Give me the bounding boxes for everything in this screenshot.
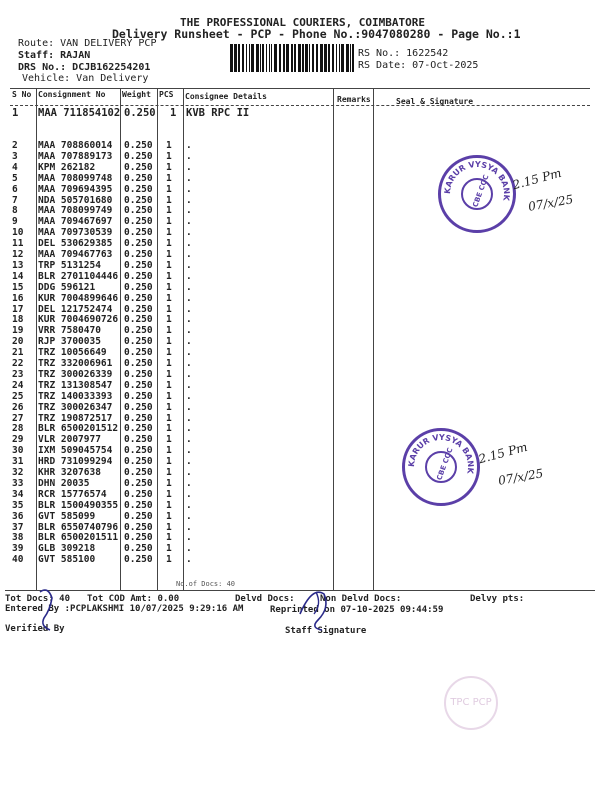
row-consignee-details: .	[186, 270, 192, 282]
row-pcs: 1	[166, 456, 172, 468]
row-sno: 19	[12, 325, 24, 337]
row-weight: 0.250	[124, 161, 153, 173]
barcode-bar	[350, 44, 351, 72]
row-weight: 0.250	[124, 107, 156, 119]
row-pcs: 1	[166, 303, 172, 315]
row-sno: 12	[12, 249, 24, 260]
row-weight: 0.250	[124, 510, 153, 522]
table-row	[0, 413, 560, 423]
table-row	[0, 543, 560, 553]
barcode-bar	[262, 44, 264, 72]
row-consignee-details: .	[186, 336, 192, 348]
row-consignee-details: .	[186, 303, 192, 315]
table-row	[0, 522, 560, 532]
row-consignee-details: .	[186, 249, 192, 260]
row-pcs: 1	[170, 107, 177, 119]
runsheet-title: Delivery Runsheet - PCP - Phone No.:9047080280 - Page No.:1	[112, 27, 521, 41]
row-consignment-no: KHR 3207638	[38, 467, 101, 478]
row-consignment-no: TRZ 131308547	[38, 379, 113, 391]
row-weight: 0.250	[124, 150, 153, 162]
row-consignment-no: VRR 7580470	[38, 325, 101, 337]
barcode-bar	[305, 44, 308, 72]
total-cod: Tot COD Amt: 0.00	[87, 594, 180, 604]
route-label: Route: VAN DELIVERY PCP	[18, 38, 157, 49]
total-docs: Tot Docs: 40	[5, 594, 71, 604]
row-pcs: 1	[166, 325, 172, 337]
vehicle-label: Vehicle: Van Delivery	[22, 73, 149, 84]
row-consignee-details: .	[186, 401, 192, 413]
row-consignment-no: BLR 6500201512	[38, 423, 119, 435]
barcode-bar	[286, 44, 289, 72]
row-consignee-details: .	[186, 477, 192, 489]
barcode-bar	[260, 44, 261, 72]
row-pcs: 1	[166, 292, 172, 304]
row-consignee-details: .	[186, 423, 192, 435]
row-weight: 0.250	[124, 554, 153, 566]
barcode-bar	[256, 44, 259, 72]
row-consignee-details: .	[186, 434, 192, 446]
row-consignee-details: .	[186, 510, 192, 522]
barcode-bar	[298, 44, 301, 72]
row-pcs: 1	[166, 358, 172, 369]
row-sno: 30	[12, 445, 24, 457]
delivered-docs: Delvd Docs:	[235, 594, 295, 604]
row-pcs: 1	[166, 390, 172, 402]
table-row	[0, 325, 560, 335]
row-pcs: 1	[166, 401, 172, 413]
barcode-bar	[341, 44, 344, 72]
row-consignee-details: .	[186, 161, 192, 173]
barcode-bar	[336, 44, 337, 72]
row-pcs: 1	[166, 347, 172, 359]
row-sno: 24	[12, 379, 24, 391]
row-consignee-details: .	[186, 467, 192, 478]
row-consignee-details: .	[186, 532, 192, 544]
col-header-pcs: PCS	[159, 90, 174, 99]
row-weight: 0.250	[124, 140, 153, 151]
row-pcs: 1	[166, 488, 172, 500]
barcode-bar	[309, 44, 310, 72]
row-pcs: 1	[166, 554, 172, 566]
row-sno: 5	[12, 172, 18, 184]
row-weight: 0.250	[124, 488, 153, 500]
row-consignee-details: .	[186, 379, 192, 391]
row-weight: 0.250	[124, 499, 153, 511]
reprinted-on: Reprinted on 07-10-2025 09:44:59	[270, 605, 444, 615]
row-consignee-details: .	[186, 543, 192, 555]
row-sno: 3	[12, 150, 18, 162]
row-consignee-details: .	[186, 499, 192, 511]
row-weight: 0.250	[124, 521, 153, 533]
row-sno: 15	[12, 281, 24, 293]
row-weight: 0.250	[124, 532, 153, 544]
row-consignee-details: .	[186, 172, 192, 184]
row-pcs: 1	[166, 259, 172, 271]
col-header-seal: Seal & Signature	[396, 97, 474, 106]
table-row	[0, 532, 560, 542]
row-consignee-details: .	[186, 521, 192, 533]
row-sno: 9	[12, 216, 18, 228]
row-weight: 0.250	[124, 401, 153, 413]
bank-seal-stamp	[438, 155, 516, 233]
table-header-border	[10, 105, 590, 106]
row-sno: 26	[12, 401, 24, 413]
table-row	[0, 554, 560, 564]
row-sno: 34	[12, 488, 24, 500]
table-row	[0, 391, 560, 401]
svg-text:KARUR VYSYA BANK: KARUR VYSYA BANK	[406, 432, 476, 475]
table-row	[0, 347, 560, 357]
barcode-bar	[302, 44, 304, 72]
row-weight: 0.250	[124, 325, 153, 337]
row-pcs: 1	[166, 314, 172, 326]
row-sno: 10	[12, 227, 24, 239]
row-sno: 23	[12, 368, 24, 380]
row-consignment-no: VLR 2007977	[38, 434, 101, 446]
table-row	[0, 282, 560, 292]
row-pcs: 1	[166, 467, 172, 478]
barcode	[230, 44, 355, 72]
row-weight: 0.250	[124, 434, 153, 446]
row-sno: 14	[12, 270, 24, 282]
row-consignee-details: .	[186, 368, 192, 380]
handwritten-time: 2.15 Pm	[511, 165, 563, 193]
barcode-bar	[324, 44, 327, 72]
row-sno: 36	[12, 510, 24, 522]
table-row	[0, 369, 560, 379]
row-consignment-no: MAA 709467697	[38, 216, 113, 228]
table-top-border	[10, 88, 590, 89]
row-consignment-no: DEL 121752474	[38, 303, 113, 315]
barcode-bar	[294, 44, 296, 72]
row-pcs: 1	[166, 521, 172, 533]
staff-label: Staff: RAJAN	[18, 50, 91, 61]
row-pcs: 1	[166, 172, 172, 184]
row-consignment-no: GLB 309218	[38, 543, 96, 555]
row-consignee-details: .	[186, 292, 192, 304]
row-consignment-no: DEL 530629385	[38, 238, 113, 250]
barcode-bar	[266, 44, 267, 72]
barcode-bar	[251, 44, 254, 72]
row-consignment-no: NDA 505701680	[38, 194, 113, 206]
bank-seal-stamp	[402, 428, 480, 506]
barcode-bar	[249, 44, 250, 72]
row-pcs: 1	[166, 368, 172, 380]
rs-number: RS No.: 1622542	[358, 48, 449, 59]
row-consignment-no: TRP 5131254	[38, 259, 101, 271]
row-sno: 27	[12, 412, 24, 424]
row-weight: 0.250	[124, 543, 153, 555]
row-weight: 0.250	[124, 358, 153, 369]
row-weight: 0.250	[124, 216, 153, 228]
col-header-remarks: Remarks	[337, 95, 371, 104]
row-consignee-details: .	[186, 259, 192, 271]
row-weight: 0.250	[124, 205, 153, 217]
row-consignment-no: KPM 262182	[38, 161, 96, 173]
row-pcs: 1	[166, 543, 172, 555]
row-sno: 11	[12, 238, 24, 250]
row-weight: 0.250	[124, 238, 153, 250]
barcode-bar	[291, 44, 293, 72]
table-row	[0, 260, 560, 270]
row-consignment-no: MAA 709467763	[38, 249, 113, 260]
barcode-bar	[274, 44, 277, 72]
row-consignment-no: HRD 731099294	[38, 456, 113, 468]
barcode-bar	[352, 44, 354, 72]
table-row	[0, 304, 560, 314]
row-consignment-no: TRZ 140033393	[38, 390, 113, 402]
row-consignment-no: IXM 509045754	[38, 445, 113, 457]
row-weight: 0.250	[124, 456, 153, 468]
row-consignee-details: .	[186, 554, 192, 566]
row-weight: 0.250	[124, 467, 153, 478]
row-weight: 0.250	[124, 477, 153, 489]
col-header-consignee: Consignee Details	[185, 92, 267, 101]
barcode-bar	[312, 44, 314, 72]
row-pcs: 1	[166, 510, 172, 522]
row-consignment-no: MAA 709694395	[38, 183, 113, 195]
row-consignee-details: .	[186, 150, 192, 162]
seal-center-text: CBE COC	[435, 446, 455, 482]
row-sno: 33	[12, 477, 24, 489]
table-row	[0, 402, 560, 412]
col-header-weight: Weight	[122, 90, 151, 99]
entered-by: Entered By :PCPLAKSHMI 10/07/2025 9:29:16 AM	[5, 604, 244, 614]
row-consignment-no: BLR 6550740796	[38, 521, 119, 533]
row-weight: 0.250	[124, 347, 153, 359]
table-row	[0, 249, 560, 259]
row-weight: 0.250	[124, 314, 153, 326]
row-weight: 0.250	[124, 292, 153, 304]
row-sno: 20	[12, 336, 24, 348]
row-consignee-details: .	[186, 358, 192, 369]
row-sno: 29	[12, 434, 24, 446]
row-consignment-no: TRZ 190872517	[38, 412, 113, 424]
barcode-bar	[339, 44, 340, 72]
verified-by: Verified By	[5, 624, 65, 634]
row-consignment-no: RCR 15776574	[38, 488, 107, 500]
row-pcs: 1	[166, 150, 172, 162]
staff-signature-label: Staff Signature	[285, 626, 367, 636]
row-sno: 35	[12, 499, 24, 511]
row-weight: 0.250	[124, 249, 153, 260]
row-sno: 22	[12, 358, 24, 369]
rs-date: RS Date: 07-Oct-2025	[358, 60, 479, 71]
row-sno: 7	[12, 194, 18, 206]
row-weight: 0.250	[124, 172, 153, 184]
row-pcs: 1	[166, 412, 172, 424]
row-consignee-details: .	[186, 227, 192, 239]
row-consignment-no: MAA 708099748	[38, 172, 113, 184]
row-pcs: 1	[166, 499, 172, 511]
row-sno: 13	[12, 259, 24, 271]
row-consignment-no: TRZ 300026339	[38, 368, 113, 380]
row-consignment-no: MAA 708860014	[38, 140, 113, 151]
barcode-bar	[320, 44, 323, 72]
row-weight: 0.250	[124, 281, 153, 293]
row-pcs: 1	[166, 423, 172, 435]
barcode-bar	[283, 44, 285, 72]
barcode-bar	[242, 44, 244, 72]
row-weight: 0.250	[124, 336, 153, 348]
row-consignment-no: BLR 1500490355	[38, 499, 119, 511]
row-pcs: 1	[166, 336, 172, 348]
seal-center-text: CBE COC	[471, 173, 491, 209]
row-consignment-no: KUR 7004690726	[38, 314, 119, 326]
row-weight: 0.250	[124, 423, 153, 435]
row-weight: 0.250	[124, 368, 153, 380]
svg-text:KARUR VYSYA BANK: KARUR VYSYA BANK	[442, 159, 512, 202]
table-row	[0, 380, 560, 390]
row-sno: 2	[12, 140, 18, 151]
row-consignment-no: MAA 708099749	[38, 205, 113, 217]
row-sno: 37	[12, 521, 24, 533]
table-row	[0, 336, 560, 346]
row-weight: 0.250	[124, 259, 153, 271]
row-pcs: 1	[166, 205, 172, 217]
table-row	[0, 511, 560, 521]
row-weight: 0.250	[124, 183, 153, 195]
row-consignee-details: .	[186, 325, 192, 337]
row-sno: 6	[12, 183, 18, 195]
barcode-bar	[346, 44, 349, 72]
table-row	[0, 107, 560, 117]
row-consignment-no: TRZ 300026347	[38, 401, 113, 413]
row-consignment-no: GVT 585099	[38, 510, 96, 522]
barcode-bar	[234, 44, 237, 72]
row-consignment-no: MAA 707889173	[38, 150, 113, 162]
drs-label: DRS No.: DCJB162254201	[18, 62, 151, 73]
row-consignee-details: .	[186, 347, 192, 359]
row-pcs: 1	[166, 216, 172, 228]
row-consignee-details: .	[186, 390, 192, 402]
barcode-bar	[238, 44, 240, 72]
company-name: THE PROFESSIONAL COURIERS, COIMBATORE	[180, 16, 426, 29]
row-pcs: 1	[166, 183, 172, 195]
row-consignment-no: GVT 585100	[38, 554, 96, 566]
row-consignment-no: TRZ 332006961	[38, 358, 113, 369]
row-pcs: 1	[166, 281, 172, 293]
row-weight: 0.250	[124, 227, 153, 239]
row-sno: 38	[12, 532, 24, 544]
table-row	[0, 271, 560, 281]
row-consignee-details: .	[186, 183, 192, 195]
row-consignee-details: .	[186, 194, 192, 206]
row-pcs: 1	[166, 238, 172, 250]
row-sno: 17	[12, 303, 24, 315]
row-sno: 8	[12, 205, 18, 217]
row-consignee-details: KVB RPC II	[186, 107, 250, 119]
row-consignee-details: .	[186, 412, 192, 424]
row-consignee-details: .	[186, 488, 192, 500]
row-weight: 0.250	[124, 270, 153, 282]
delivery-points: Delvy pts:	[470, 594, 525, 604]
row-consignee-details: .	[186, 216, 192, 228]
row-weight: 0.250	[124, 412, 153, 424]
row-consignee-details: .	[186, 281, 192, 293]
barcode-bar	[269, 44, 270, 72]
row-sno: 4	[12, 161, 18, 173]
row-consignment-no: DDG 596121	[38, 281, 96, 293]
row-weight: 0.250	[124, 194, 153, 206]
row-consignment-no: BLR 2701104446	[38, 270, 119, 282]
row-sno: 39	[12, 543, 24, 555]
row-consignment-no: BLR 6500201511	[38, 532, 119, 544]
row-consignment-no: TRZ 10056649	[38, 347, 107, 359]
row-pcs: 1	[166, 379, 172, 391]
table-row	[0, 238, 560, 248]
handwritten-date: 07/x/25	[527, 192, 575, 214]
row-sno: 25	[12, 390, 24, 402]
row-consignment-no: MAA 711854102	[38, 107, 121, 119]
barcode-bar	[279, 44, 281, 72]
docs-count: No.of Docs: 40	[176, 580, 236, 588]
row-sno: 16	[12, 292, 24, 304]
row-sno: 1	[12, 107, 19, 119]
row-consignment-no: DHN 20035	[38, 477, 90, 489]
barcode-bar	[328, 44, 330, 72]
handwritten-time: 2.15 Pm	[477, 439, 529, 467]
row-pcs: 1	[166, 445, 172, 457]
col-header-consignment: Consignment No	[38, 90, 106, 99]
row-consignee-details: .	[186, 314, 192, 326]
row-consignment-no: MAA 709730539	[38, 227, 113, 239]
row-sno: 40	[12, 554, 24, 566]
row-consignee-details: .	[186, 205, 192, 217]
row-sno: 31	[12, 456, 24, 468]
handwritten-date: 07/x/25	[497, 466, 545, 488]
row-sno: 28	[12, 423, 24, 435]
faint-company-stamp: TPC PCP	[444, 676, 498, 730]
row-pcs: 1	[166, 227, 172, 239]
table-row	[0, 140, 560, 150]
barcode-bar	[246, 44, 247, 72]
row-consignment-no: KUR 7004899646	[38, 292, 119, 304]
row-sno: 32	[12, 467, 24, 478]
col-header-sno: S No	[12, 90, 32, 99]
row-pcs: 1	[166, 434, 172, 446]
row-pcs: 1	[166, 194, 172, 206]
row-consignee-details: .	[186, 140, 192, 151]
table-row	[0, 358, 560, 368]
row-consignee-details: .	[186, 445, 192, 457]
row-weight: 0.250	[124, 390, 153, 402]
row-consignee-details: .	[186, 456, 192, 468]
row-weight: 0.250	[124, 303, 153, 315]
row-pcs: 1	[166, 532, 172, 544]
row-pcs: 1	[166, 140, 172, 151]
row-sno: 21	[12, 347, 24, 359]
row-pcs: 1	[166, 249, 172, 260]
barcode-bar	[271, 44, 272, 72]
barcode-bar	[316, 44, 318, 72]
table-row	[0, 293, 560, 303]
non-delivered-docs: Non Delvd Docs:	[320, 594, 402, 604]
row-pcs: 1	[166, 161, 172, 173]
row-sno: 18	[12, 314, 24, 326]
barcode-bar	[332, 44, 334, 72]
row-weight: 0.250	[124, 379, 153, 391]
row-weight: 0.250	[124, 445, 153, 457]
row-pcs: 1	[166, 270, 172, 282]
row-pcs: 1	[166, 477, 172, 489]
barcode-bar	[230, 44, 233, 72]
row-consignment-no: RJP 3700035	[38, 336, 101, 348]
handwritten-pen-marks	[0, 584, 600, 644]
row-consignee-details: .	[186, 238, 192, 250]
table-row	[0, 314, 560, 324]
